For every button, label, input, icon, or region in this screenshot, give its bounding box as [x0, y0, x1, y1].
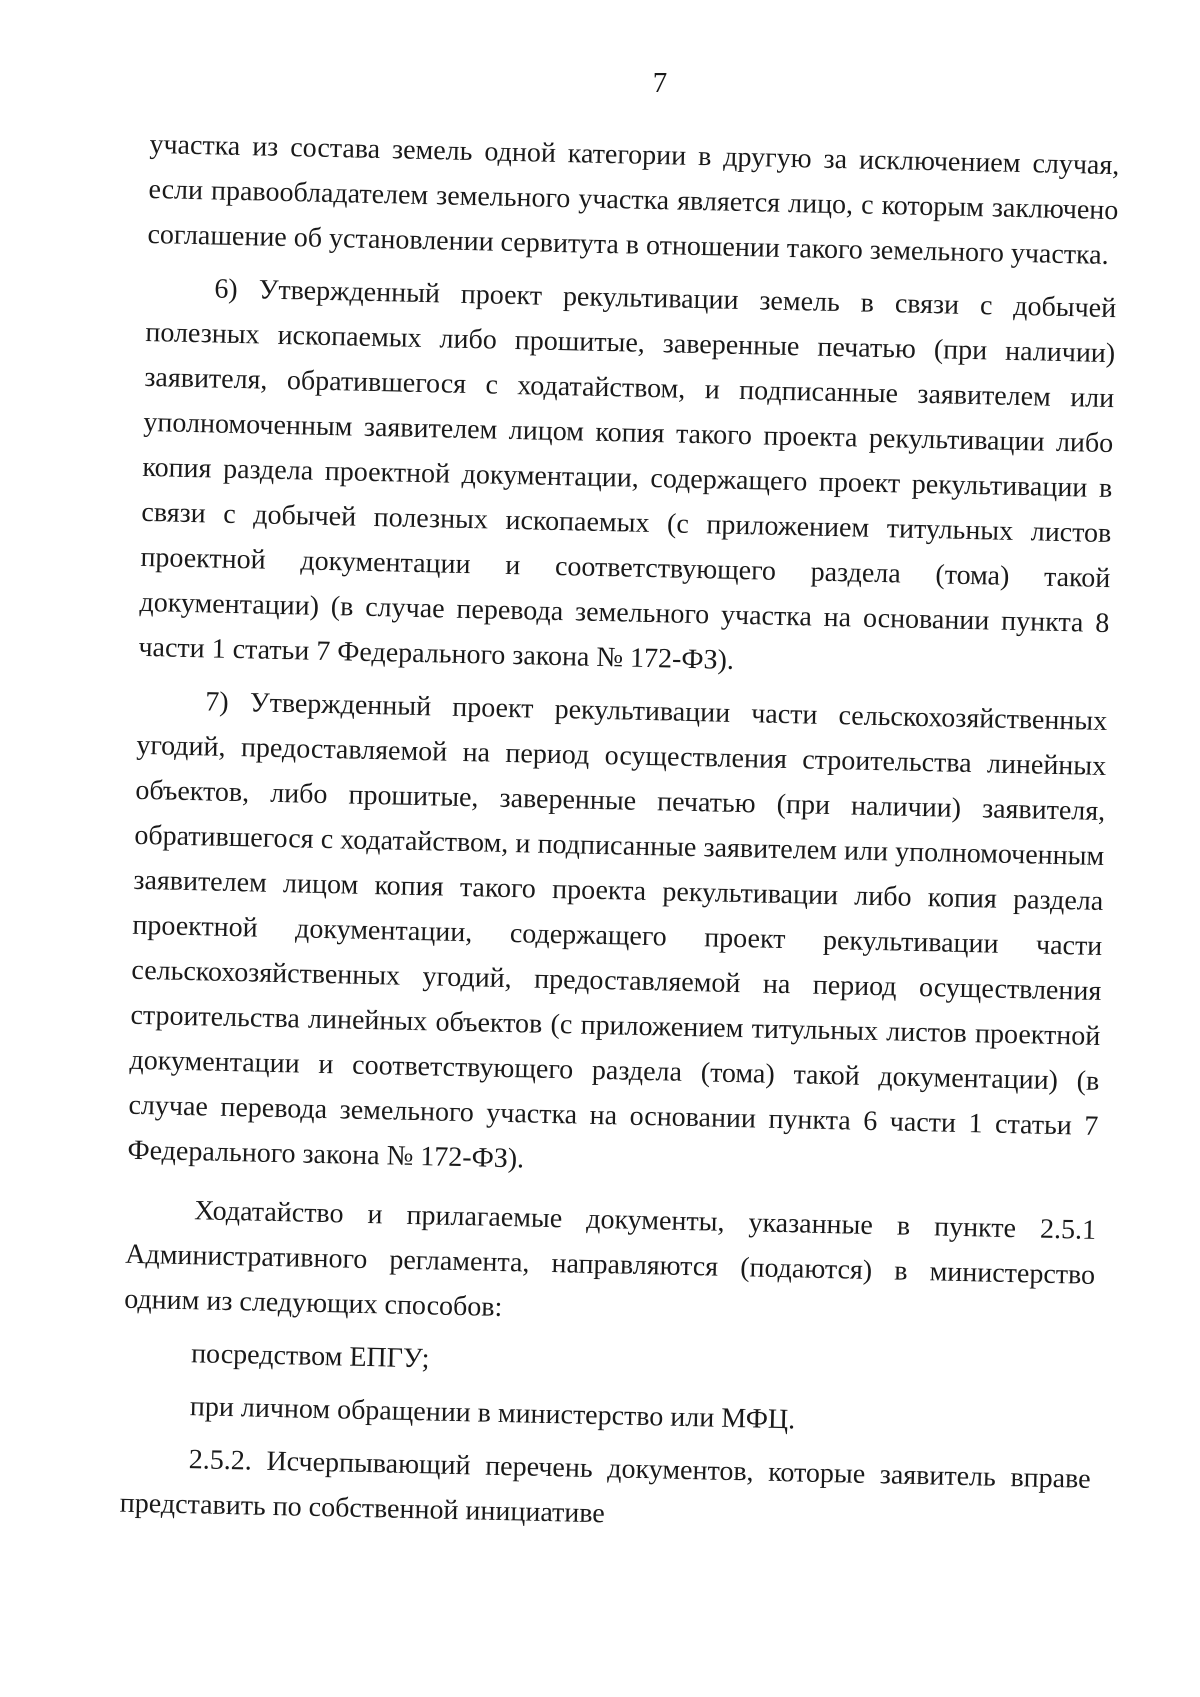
paragraph-continuation: участка из состава земель одной категории в другую за исключением случая, если правообладателем земельного участка является лицо, с которым заключено соглашение об установлении сервитута в отношении такого земельного участка.	[147, 128, 1120, 271]
paragraph-method-epgu: посредством ЕПГУ;	[190, 1338, 430, 1375]
paragraph-method-personal: при личном обращении в министерство или МФЦ.	[189, 1391, 796, 1436]
paragraph-item-7: 7) Утвержденный проект рекультивации части сельскохозяйственных угодий, предоставляемой на период осуществления строительства линейных объектов, либо прошитые, заверенные печатью (при наличии) заявителя, обратившегося с ходатайством, и подписанные заявителем или уполномоченным заявителем лицом копия такого проекта рекультивации либо копия раздела проектной документации, содержащего проект рекультивации части сельскохозяйственных угодий, предоставляемой на период осуществления строительства линейных объектов (с приложением титульных листов проектной документации и соответствующего раздела (тома) такой документации) (в случае перевода земельного участка на основании пункта 6 части 1 статьи 7 Федерального закона № 172-ФЗ).	[127, 686, 1108, 1175]
paragraph-section-2-5-2: 2.5.2. Исчерпывающий перечень документов, которые заявитель вправе представить по собственной инициативе	[119, 1444, 1091, 1530]
paragraph-submission: Ходатайство и прилагаемые документы, указанные в пункте 2.5.1 Административного регламента, направляются (подаются) в министерство одним из следующих способов:	[123, 1195, 1097, 1323]
paragraph-item-6: 6) Утвержденный проект рекультивации земель в связи с добычей полезных ископаемых либо прошитые, заверенные печатью (при наличии) заявителя, обратившегося с ходатайством, и подписанные заявителем или уполномоченным заявителем лицом копия такого проекта рекультивации либо копия раздела проектной документации, содержащего проект рекультивации в связи с добычей полезных ископаемых (с приложением титульных листов проектной документации и соответствующего раздела (тома) такой документации) (в случае перевода земельного участка на основании пункта 8 части 1 статьи 7 Федерального закона № 172-ФЗ).	[138, 273, 1117, 676]
page-number: 7	[652, 67, 668, 99]
document-body	[119, 122, 1119, 1547]
